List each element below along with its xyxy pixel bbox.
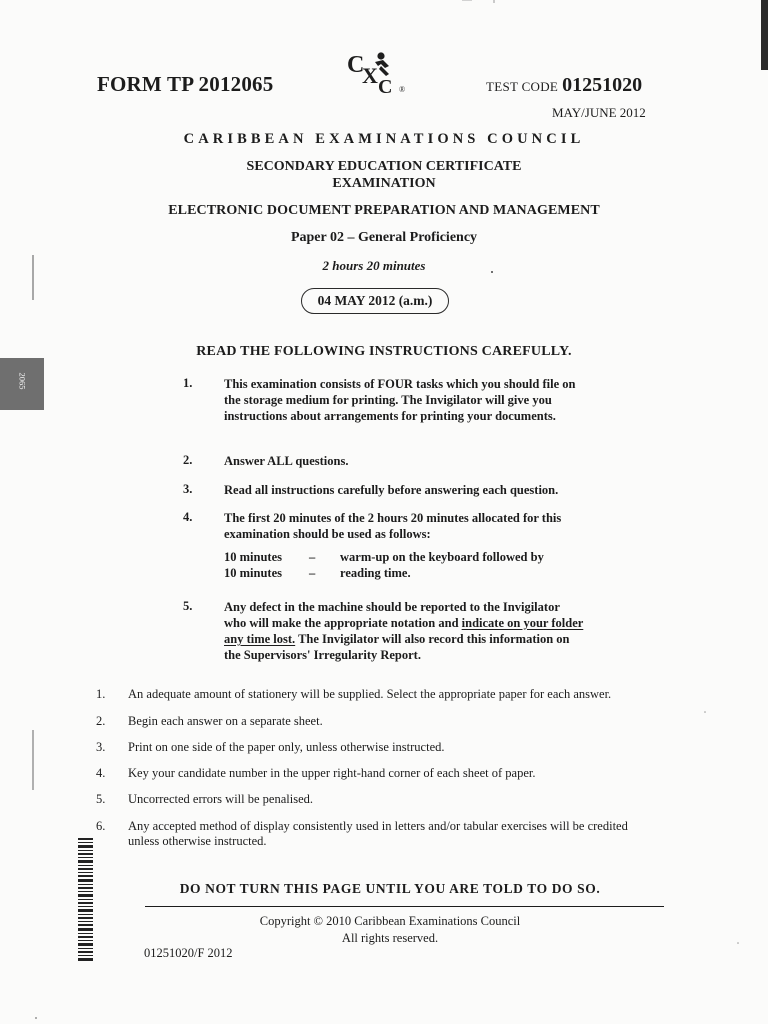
instruction-number: 3.	[183, 482, 193, 496]
general-instruction-number: 6.	[96, 819, 106, 833]
instruction-number: 2.	[183, 453, 193, 467]
instruction-number: 4.	[183, 510, 193, 524]
registered-mark: ®	[399, 85, 406, 94]
form-number: FORM TP 2012065	[97, 72, 274, 96]
council-name: CARIBBEAN EXAMINATIONS COUNCIL	[183, 131, 585, 147]
exam-session: MAY/JUNE 2012	[552, 105, 646, 120]
test-code-block	[486, 74, 642, 97]
exam-date-badge: 04 MAY 2012 (a.m.)	[301, 288, 449, 314]
time-duration: 10 minutes	[224, 550, 282, 564]
test-code-value: 01251020	[562, 74, 643, 96]
instruction-number: 1.	[183, 376, 193, 390]
general-instruction-text: Any accepted method of display consistently used in letters and/or tabular exercises will be credited unless otherwise instructed.	[128, 819, 628, 848]
certificate-title-line1: SECONDARY EDUCATION CERTIFICATE	[246, 159, 522, 174]
instruction-number: 5.	[183, 599, 193, 613]
time-dash: –	[309, 566, 316, 580]
instruction-text: This examination consists of FOUR tasks which you should file on the storage medium for printing. The Invigilator will give you instructions about arrangements for printing your documents.	[224, 377, 576, 423]
general-instruction-number: 3.	[96, 740, 106, 754]
instruction-text-part: The Invigilator will also record this information on the Supervisors' Irregularity Report.	[224, 632, 570, 662]
general-instruction-text: Uncorrected errors will be penalised.	[128, 792, 313, 806]
svg-text:X: X	[362, 63, 378, 88]
instructions-heading: READ THE FOLLOWING INSTRUCTIONS CAREFULLY.	[196, 344, 572, 359]
test-code-label: TEST CODE	[486, 79, 559, 94]
general-instruction-number: 1.	[96, 687, 106, 701]
time-activity: reading time.	[340, 566, 411, 580]
instruction-text-part: Any defect in the machine should be reported to the Invigilator who will make the appropriate notation and	[224, 600, 560, 630]
general-instruction-text: Key your candidate number in the upper right-hand corner of each sheet of paper.	[128, 766, 536, 780]
cxc-logo	[345, 50, 417, 96]
copyright-notice: Copyright © 2010 Caribbean Examinations Council	[259, 914, 521, 928]
general-instruction-text: An adequate amount of stationery will be supplied. Select the appropriate paper for each answer.	[128, 687, 612, 701]
svg-text:C: C	[347, 52, 365, 78]
general-instruction-number: 2.	[96, 714, 106, 728]
time-duration: 10 minutes	[224, 566, 282, 580]
paper-code: 01251020/F 2012	[144, 946, 233, 960]
general-instruction-number: 5.	[96, 792, 106, 806]
binder-tab	[0, 358, 44, 410]
barcode	[78, 838, 93, 962]
exam-duration: 2 hours 20 minutes	[322, 258, 426, 273]
instruction-underlined-text: indicate on your folder any time lost.	[224, 616, 584, 646]
general-instruction-text: Begin each answer on a separate sheet.	[128, 714, 323, 728]
time-dash: –	[309, 550, 316, 564]
do-not-turn-warning: DO NOT TURN THIS PAGE UNTIL YOU ARE TOLD TO DO SO.	[179, 881, 601, 896]
instruction-text: The first 20 minutes of the 2 hours 20 minutes allocated for this examination should be used as follows:	[224, 511, 562, 541]
instruction-text	[224, 599, 584, 663]
subject-title: ELECTRONIC DOCUMENT PREPARATION AND MANAGEMENT	[168, 203, 600, 218]
time-activity: warm-up on the keyboard followed by	[340, 550, 544, 564]
general-instruction-text: Print on one side of the paper only, unless otherwise instructed.	[128, 740, 445, 754]
paper-title: Paper 02 – General Proficiency	[290, 230, 478, 245]
svg-text:C: C	[378, 76, 393, 96]
scan-edge-bar	[761, 0, 768, 70]
rights-notice: All rights reserved.	[341, 931, 439, 945]
instruction-text: Read all instructions carefully before answering each question.	[224, 483, 559, 497]
footer-divider	[145, 906, 664, 907]
instruction-text: Answer ALL questions.	[224, 454, 349, 468]
general-instruction-number: 4.	[96, 766, 106, 780]
certificate-title-line2: EXAMINATION	[332, 176, 436, 191]
binder-tab-label: 2065	[17, 372, 28, 390]
